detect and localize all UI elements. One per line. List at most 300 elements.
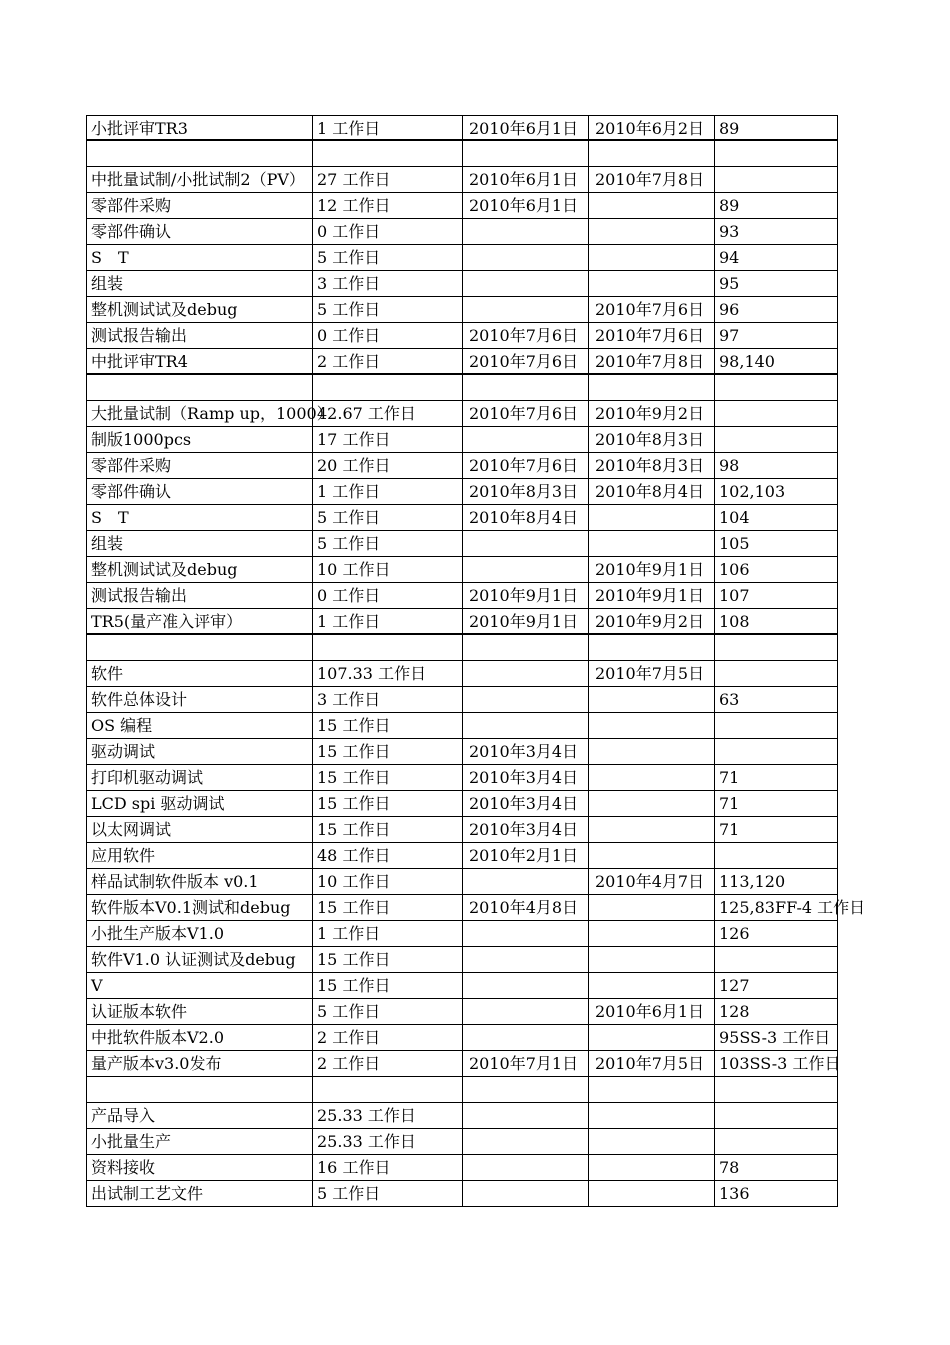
task-name-cell-text: 测试报告输出 xyxy=(91,586,188,605)
finish-date-cell[interactable] xyxy=(588,843,714,868)
start-date-cell[interactable] xyxy=(462,817,588,842)
table-row xyxy=(86,713,838,739)
task-name-cell[interactable] xyxy=(86,116,312,139)
duration-cell[interactable] xyxy=(312,713,462,738)
start-date-cell[interactable] xyxy=(462,531,588,556)
task-name-cell[interactable] xyxy=(86,1155,312,1180)
finish-date-cell[interactable] xyxy=(588,375,714,400)
task-name-cell[interactable] xyxy=(86,297,312,322)
start-date-cell[interactable] xyxy=(462,661,588,686)
task-name-cell[interactable] xyxy=(86,583,312,608)
finish-date-cell[interactable] xyxy=(588,479,714,504)
task-name-cell-text: 软件总体设计 xyxy=(91,690,188,709)
duration-cell-text: 1 工作日 xyxy=(317,924,381,943)
finish-date-cell[interactable] xyxy=(588,947,714,972)
finish-date-cell[interactable] xyxy=(588,583,714,608)
start-date-cell[interactable] xyxy=(462,453,588,478)
finish-date-cell[interactable] xyxy=(588,323,714,348)
finish-date-cell-text: 2010年9月1日 xyxy=(595,560,705,579)
finish-date-cell-text: 2010年9月2日 xyxy=(595,612,705,631)
finish-date-cell[interactable] xyxy=(588,1025,714,1050)
start-date-cell-text: 2010年7月1日 xyxy=(469,1054,579,1073)
task-name-cell[interactable] xyxy=(86,271,312,296)
start-date-cell[interactable] xyxy=(462,869,588,894)
duration-cell[interactable] xyxy=(312,323,462,348)
start-date-cell[interactable] xyxy=(462,1129,588,1154)
duration-cell[interactable] xyxy=(312,609,462,633)
start-date-cell-text: 2010年7月6日 xyxy=(469,404,579,423)
task-name-cell-text: 出试制工艺文件 xyxy=(91,1184,204,1203)
duration-cell[interactable] xyxy=(312,1181,462,1206)
start-date-cell-text: 2010年7月6日 xyxy=(469,456,579,475)
predecessors-cell-text: 98 xyxy=(719,456,740,475)
start-date-cell[interactable] xyxy=(462,999,588,1024)
start-date-cell-text: 2010年3月4日 xyxy=(469,820,579,839)
start-date-cell[interactable] xyxy=(462,116,588,139)
duration-cell[interactable] xyxy=(312,895,462,920)
task-name-cell[interactable] xyxy=(86,193,312,218)
predecessors-cell[interactable] xyxy=(714,219,838,244)
start-date-cell[interactable] xyxy=(462,505,588,530)
duration-cell[interactable] xyxy=(312,375,462,400)
duration-cell[interactable] xyxy=(312,116,462,139)
start-date-cell[interactable] xyxy=(462,271,588,296)
finish-date-cell[interactable] xyxy=(588,1129,714,1154)
predecessors-cell[interactable] xyxy=(714,791,838,816)
finish-date-cell-text: 2010年7月6日 xyxy=(595,300,705,319)
duration-cell[interactable] xyxy=(312,1103,462,1128)
predecessors-cell[interactable] xyxy=(714,947,838,972)
task-name-cell-text: 整机测试试及debug xyxy=(91,300,238,319)
start-date-cell[interactable] xyxy=(462,1103,588,1128)
duration-cell[interactable] xyxy=(312,999,462,1024)
finish-date-cell[interactable] xyxy=(588,921,714,946)
finish-date-cell[interactable] xyxy=(588,765,714,790)
predecessors-cell-text: 103SS-3 工作日 xyxy=(719,1054,841,1073)
start-date-cell-text: 2010年3月4日 xyxy=(469,742,579,761)
task-name-cell-text: V xyxy=(91,976,103,995)
start-date-cell[interactable] xyxy=(462,713,588,738)
finish-date-cell[interactable] xyxy=(588,401,714,426)
start-date-cell[interactable] xyxy=(462,635,588,660)
predecessors-cell-text: 97 xyxy=(719,326,740,345)
start-date-cell[interactable] xyxy=(462,479,588,504)
task-name-cell-text: 应用软件 xyxy=(91,846,156,865)
task-name-cell-text: 大批量试制（Ramp up，1000） xyxy=(91,404,333,423)
start-date-cell[interactable] xyxy=(462,167,588,192)
task-name-cell[interactable] xyxy=(86,401,333,426)
finish-date-cell[interactable] xyxy=(588,1181,714,1206)
finish-date-cell-text: 2010年8月3日 xyxy=(595,456,705,475)
predecessors-cell[interactable] xyxy=(714,349,838,373)
start-date-cell[interactable] xyxy=(462,557,588,582)
duration-cell[interactable] xyxy=(312,245,462,270)
start-date-cell[interactable] xyxy=(462,687,588,712)
duration-cell[interactable] xyxy=(312,141,462,166)
start-date-cell[interactable] xyxy=(462,1051,588,1076)
task-name-cell[interactable] xyxy=(86,1077,312,1102)
predecessors-cell[interactable] xyxy=(714,999,838,1024)
finish-date-cell[interactable] xyxy=(588,271,714,296)
start-date-cell[interactable] xyxy=(462,791,588,816)
start-date-cell-text: 2010年4月8日 xyxy=(469,898,579,917)
duration-cell-text: 25.33 工作日 xyxy=(317,1132,416,1151)
task-name-cell-text: 整机测试试及debug xyxy=(91,560,238,579)
start-date-cell[interactable] xyxy=(462,739,588,764)
task-name-cell[interactable] xyxy=(86,557,312,582)
start-date-cell[interactable] xyxy=(462,1181,588,1206)
task-name-cell[interactable] xyxy=(86,427,312,452)
table-row xyxy=(86,375,838,401)
duration-cell[interactable] xyxy=(312,297,462,322)
predecessors-cell[interactable] xyxy=(714,635,838,660)
predecessors-cell[interactable] xyxy=(714,973,838,998)
task-name-cell[interactable] xyxy=(86,1129,312,1154)
duration-cell[interactable] xyxy=(312,739,462,764)
start-date-cell-text: 2010年8月3日 xyxy=(469,482,579,501)
start-date-cell[interactable] xyxy=(462,609,588,633)
duration-cell[interactable] xyxy=(312,947,462,972)
duration-cell[interactable] xyxy=(312,557,462,582)
finish-date-cell-text: 2010年7月6日 xyxy=(595,326,705,345)
finish-date-cell[interactable] xyxy=(588,245,714,270)
finish-date-cell[interactable] xyxy=(588,349,714,373)
predecessors-cell[interactable] xyxy=(714,921,838,946)
task-name-cell[interactable] xyxy=(86,739,312,764)
task-name-cell[interactable] xyxy=(86,999,312,1024)
duration-cell[interactable] xyxy=(312,635,462,660)
start-date-cell[interactable] xyxy=(462,843,588,868)
predecessors-cell[interactable] xyxy=(714,583,838,608)
task-name-cell[interactable] xyxy=(86,1181,312,1206)
duration-cell[interactable] xyxy=(312,791,462,816)
predecessors-cell[interactable] xyxy=(714,401,838,426)
start-date-cell-text: 2010年6月1日 xyxy=(469,170,579,189)
predecessors-cell[interactable] xyxy=(714,116,838,139)
duration-cell[interactable] xyxy=(312,453,462,478)
finish-date-cell[interactable] xyxy=(588,193,714,218)
start-date-cell[interactable] xyxy=(462,141,588,166)
table-row xyxy=(86,609,838,635)
finish-date-cell[interactable] xyxy=(588,167,714,192)
duration-cell-text: 0 工作日 xyxy=(317,586,381,605)
task-name-cell[interactable] xyxy=(86,219,312,244)
predecessors-cell[interactable] xyxy=(714,609,838,633)
finish-date-cell[interactable] xyxy=(588,116,714,139)
duration-cell[interactable] xyxy=(312,193,462,218)
predecessors-cell-text: 96 xyxy=(719,300,740,319)
finish-date-cell[interactable] xyxy=(588,297,714,322)
start-date-cell[interactable] xyxy=(462,921,588,946)
duration-cell[interactable] xyxy=(312,479,462,504)
table-row xyxy=(86,297,838,323)
table-row xyxy=(86,895,866,921)
predecessors-cell-text: 71 xyxy=(719,768,740,787)
table-row xyxy=(86,1103,838,1129)
start-date-cell[interactable] xyxy=(462,765,588,790)
finish-date-cell[interactable] xyxy=(588,635,714,660)
duration-cell[interactable] xyxy=(312,817,462,842)
duration-cell-text: 0 工作日 xyxy=(317,326,381,345)
finish-date-cell[interactable] xyxy=(588,427,714,452)
task-name-cell-text: 量产版本v3.0发布 xyxy=(91,1054,222,1073)
duration-cell[interactable] xyxy=(312,1155,462,1180)
table-row xyxy=(86,1077,838,1103)
duration-cell[interactable] xyxy=(312,1129,462,1154)
table-row xyxy=(86,973,838,999)
task-name-cell[interactable] xyxy=(86,375,312,400)
predecessors-cell-text: 113,120 xyxy=(719,872,786,891)
predecessors-cell[interactable] xyxy=(714,713,838,738)
duration-cell-text: 2 工作日 xyxy=(317,1054,381,1073)
table-row xyxy=(86,583,838,609)
predecessors-cell[interactable] xyxy=(714,661,838,686)
duration-cell-text: 15 工作日 xyxy=(317,898,391,917)
task-name-cell[interactable] xyxy=(86,635,312,660)
finish-date-cell[interactable] xyxy=(588,505,714,530)
duration-cell-text: 5 工作日 xyxy=(317,300,381,319)
predecessors-cell-text: 126 xyxy=(719,924,750,943)
start-date-cell[interactable] xyxy=(462,297,588,322)
finish-date-cell[interactable] xyxy=(588,817,714,842)
start-date-cell[interactable] xyxy=(462,1077,588,1102)
predecessors-cell[interactable] xyxy=(714,843,838,868)
predecessors-cell[interactable] xyxy=(714,739,838,764)
task-name-cell[interactable] xyxy=(86,713,312,738)
predecessors-cell[interactable] xyxy=(714,167,838,192)
finish-date-cell-text: 2010年6月1日 xyxy=(595,1002,705,1021)
table-row xyxy=(86,1129,838,1155)
predecessors-cell-text: 94 xyxy=(719,248,740,267)
predecessors-cell[interactable] xyxy=(714,895,866,920)
duration-cell[interactable] xyxy=(312,869,462,894)
task-name-cell[interactable] xyxy=(86,791,312,816)
duration-cell-text: 0 工作日 xyxy=(317,222,381,241)
start-date-cell[interactable] xyxy=(462,947,588,972)
task-name-cell[interactable] xyxy=(86,843,312,868)
task-name-cell-text: 组装 xyxy=(91,534,124,553)
finish-date-cell[interactable] xyxy=(588,687,714,712)
predecessors-cell[interactable] xyxy=(714,687,838,712)
start-date-cell[interactable] xyxy=(462,427,588,452)
predecessors-cell[interactable] xyxy=(714,765,838,790)
duration-cell[interactable] xyxy=(312,427,462,452)
task-name-cell[interactable] xyxy=(86,817,312,842)
finish-date-cell[interactable] xyxy=(588,999,714,1024)
task-name-cell[interactable] xyxy=(86,323,312,348)
start-date-cell[interactable] xyxy=(462,1025,588,1050)
table-row xyxy=(86,453,838,479)
start-date-cell[interactable] xyxy=(462,973,588,998)
duration-cell-text: 2 工作日 xyxy=(317,1028,381,1047)
start-date-cell[interactable] xyxy=(462,193,588,218)
predecessors-cell[interactable] xyxy=(714,557,838,582)
duration-cell[interactable] xyxy=(312,505,462,530)
finish-date-cell[interactable] xyxy=(588,1077,714,1102)
task-name-cell[interactable] xyxy=(86,349,312,373)
duration-cell[interactable] xyxy=(312,687,462,712)
task-name-cell[interactable] xyxy=(86,765,312,790)
duration-cell[interactable] xyxy=(312,583,462,608)
task-name-cell-text: S T xyxy=(91,248,129,267)
predecessors-cell[interactable] xyxy=(714,817,838,842)
task-name-cell[interactable] xyxy=(86,1025,312,1050)
table-row xyxy=(86,739,838,765)
duration-cell-text: 5 工作日 xyxy=(317,1184,381,1203)
predecessors-cell-text: 93 xyxy=(719,222,740,241)
predecessors-cell[interactable] xyxy=(714,297,838,322)
finish-date-cell[interactable] xyxy=(588,453,714,478)
finish-date-cell[interactable] xyxy=(588,141,714,166)
predecessors-cell[interactable] xyxy=(714,375,838,400)
duration-cell-text: 2 工作日 xyxy=(317,352,381,371)
finish-date-cell[interactable] xyxy=(588,869,714,894)
task-name-cell[interactable] xyxy=(86,167,312,192)
predecessors-cell[interactable] xyxy=(714,193,838,218)
duration-cell[interactable] xyxy=(312,349,462,373)
finish-date-cell[interactable] xyxy=(588,1155,714,1180)
start-date-cell[interactable] xyxy=(462,375,588,400)
start-date-cell[interactable] xyxy=(462,219,588,244)
task-name-cell[interactable] xyxy=(86,921,312,946)
task-name-cell-text: 打印机驱动调试 xyxy=(91,768,204,787)
task-name-cell[interactable] xyxy=(86,505,312,530)
start-date-cell-text: 2010年8月4日 xyxy=(469,508,579,527)
duration-cell[interactable] xyxy=(312,1051,462,1076)
finish-date-cell[interactable] xyxy=(588,609,714,633)
predecessors-cell[interactable] xyxy=(714,1103,838,1128)
predecessors-cell[interactable] xyxy=(714,1051,841,1076)
predecessors-cell[interactable] xyxy=(714,427,838,452)
predecessors-cell[interactable] xyxy=(714,1155,838,1180)
finish-date-cell[interactable] xyxy=(588,973,714,998)
task-name-cell-text: 零部件确认 xyxy=(91,222,172,241)
predecessors-cell-text: 71 xyxy=(719,794,740,813)
task-name-cell[interactable] xyxy=(86,947,312,972)
predecessors-cell-text: 102,103 xyxy=(719,482,786,501)
start-date-cell[interactable] xyxy=(462,245,588,270)
duration-cell[interactable] xyxy=(312,661,462,686)
start-date-cell[interactable] xyxy=(462,349,588,373)
task-name-cell[interactable] xyxy=(86,661,312,686)
task-name-cell[interactable] xyxy=(86,973,312,998)
task-name-cell[interactable] xyxy=(86,479,312,504)
predecessors-cell[interactable] xyxy=(714,479,838,504)
task-name-cell[interactable] xyxy=(86,1051,312,1076)
predecessors-cell[interactable] xyxy=(714,1077,838,1102)
predecessors-cell[interactable] xyxy=(714,453,838,478)
predecessors-cell[interactable] xyxy=(714,1181,838,1206)
finish-date-cell[interactable] xyxy=(588,557,714,582)
duration-cell[interactable] xyxy=(312,843,462,868)
task-name-cell[interactable] xyxy=(86,869,312,894)
finish-date-cell-text: 2010年8月3日 xyxy=(595,430,705,449)
predecessors-cell[interactable] xyxy=(714,531,838,556)
task-name-cell[interactable] xyxy=(86,609,312,633)
table-row xyxy=(86,765,838,791)
predecessors-cell-text: 108 xyxy=(719,612,750,631)
predecessors-cell-text: 104 xyxy=(719,508,750,527)
finish-date-cell[interactable] xyxy=(588,791,714,816)
duration-cell[interactable] xyxy=(312,167,462,192)
table-row xyxy=(86,219,838,245)
duration-cell[interactable] xyxy=(312,219,462,244)
duration-cell[interactable] xyxy=(312,271,462,296)
duration-cell-text: 15 工作日 xyxy=(317,950,391,969)
finish-date-cell[interactable] xyxy=(588,661,714,686)
table-row xyxy=(86,1025,838,1051)
duration-cell[interactable] xyxy=(312,973,462,998)
predecessors-cell[interactable] xyxy=(714,271,838,296)
task-name-cell[interactable] xyxy=(86,1103,312,1128)
predecessors-cell[interactable] xyxy=(714,141,838,166)
finish-date-cell[interactable] xyxy=(588,739,714,764)
task-name-cell[interactable] xyxy=(86,895,312,920)
task-name-cell-text: 产品导入 xyxy=(91,1106,156,1125)
predecessors-cell[interactable] xyxy=(714,323,838,348)
task-name-cell[interactable] xyxy=(86,531,312,556)
finish-date-cell[interactable] xyxy=(588,219,714,244)
task-name-cell-text: 认证版本软件 xyxy=(91,1002,188,1021)
start-date-cell[interactable] xyxy=(462,895,588,920)
task-name-cell-text: 中批软件版本V2.0 xyxy=(91,1028,225,1047)
start-date-cell-text: 2010年9月1日 xyxy=(469,612,579,631)
predecessors-cell-text: 78 xyxy=(719,1158,740,1177)
start-date-cell[interactable] xyxy=(462,583,588,608)
table-row xyxy=(86,557,838,583)
duration-cell-text: 12 工作日 xyxy=(317,196,391,215)
duration-cell-text: 27 工作日 xyxy=(317,170,391,189)
start-date-cell-text: 2010年3月4日 xyxy=(469,794,579,813)
task-name-cell[interactable] xyxy=(86,453,312,478)
table-row xyxy=(86,999,838,1025)
duration-cell-text: 3 工作日 xyxy=(317,690,381,709)
finish-date-cell[interactable] xyxy=(588,531,714,556)
duration-cell[interactable] xyxy=(312,401,462,426)
finish-date-cell[interactable] xyxy=(588,1103,714,1128)
duration-cell-text: 42.67 工作日 xyxy=(317,404,416,423)
predecessors-cell-text: 128 xyxy=(719,1002,750,1021)
task-name-cell-text: 驱动调试 xyxy=(91,742,156,761)
duration-cell-text: 5 工作日 xyxy=(317,1002,381,1021)
duration-cell[interactable] xyxy=(312,1025,462,1050)
table-row xyxy=(86,167,838,193)
duration-cell[interactable] xyxy=(312,531,462,556)
task-name-cell[interactable] xyxy=(86,141,312,166)
duration-cell[interactable] xyxy=(312,1077,462,1102)
finish-date-cell[interactable] xyxy=(588,1051,714,1076)
table-row xyxy=(86,427,838,453)
predecessors-cell[interactable] xyxy=(714,505,838,530)
start-date-cell[interactable] xyxy=(462,401,588,426)
table-row xyxy=(86,271,838,297)
task-name-cell[interactable] xyxy=(86,687,312,712)
finish-date-cell[interactable] xyxy=(588,713,714,738)
finish-date-cell[interactable] xyxy=(588,895,714,920)
duration-cell[interactable] xyxy=(312,765,462,790)
predecessors-cell[interactable] xyxy=(714,245,838,270)
task-name-cell[interactable] xyxy=(86,245,312,270)
predecessors-cell[interactable] xyxy=(714,1129,838,1154)
start-date-cell[interactable] xyxy=(462,323,588,348)
task-name-cell-text: 软件V1.0 认证测试及debug xyxy=(91,950,296,969)
predecessors-cell[interactable] xyxy=(714,1025,838,1050)
predecessors-cell[interactable] xyxy=(714,869,838,894)
finish-date-cell-text: 2010年6月2日 xyxy=(595,119,705,138)
start-date-cell[interactable] xyxy=(462,1155,588,1180)
duration-cell[interactable] xyxy=(312,921,462,946)
table-row xyxy=(86,869,838,895)
